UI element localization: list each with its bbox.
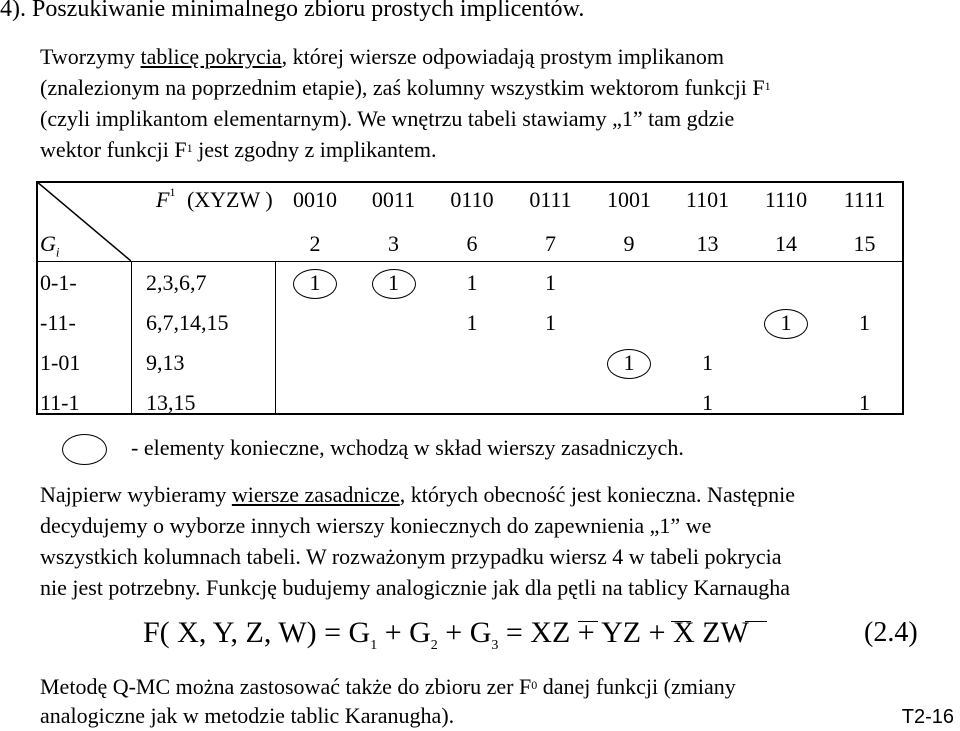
legend-text: - elementy konieczne, wchodzą w skład wierszy zasadniczych. [131,435,684,460]
formula-lhs: F( X, Y, Z, W) = G [143,616,371,649]
divider [131,261,132,415]
para2-line-3: wszystkich kolumnach tabeli. W rozważonym przypadku wiersz 4 w tabeli pokrycia [40,544,782,569]
cover-mark: 1 [466,310,478,335]
cover-mark: 1 [859,390,870,415]
header-vars: (XYZW ) [186,187,273,212]
para2-line-4: nie jest potrzebny. Funkcję budujemy analogicznie jak dla pętli na tablicy Karnaugha [40,575,790,600]
column-vector: 0010 [293,187,337,212]
covered-minterms: 6,7,14,15 [146,310,229,335]
intro-text: , której wiersze odpowiadają prostym implikanom [281,44,724,69]
implicant: -11- [40,310,76,335]
superscript: 0 [531,678,538,692]
column-vector: 0111 [529,187,572,212]
equation-number: (2.4) [864,617,918,648]
para3-text: Metodę Q-MC można zastosować także do zbioru zer F [40,674,532,699]
superscript: 1 [764,79,771,93]
overbar [745,621,767,622]
header-function [156,187,273,213]
formula-term: + G [437,616,492,649]
column-vector: 0011 [371,187,416,212]
formula-term: + G [377,616,431,649]
cover-mark: 1 [702,350,713,375]
overbar [671,621,691,622]
covered-minterms: 13,15 [146,390,196,415]
legend-ellipse [62,434,107,465]
subscript: 3 [491,638,499,653]
essential-mark-circle [372,269,416,299]
column-vector: 1001 [607,187,651,212]
cover-mark: 1 [780,310,792,335]
gi-label: G [40,231,56,256]
column-index: 15 [853,231,876,256]
column-vector: 0110 [450,187,494,212]
divider [275,261,276,415]
para2-line-1 [40,480,795,510]
covered-minterms: 2,3,6,7 [146,270,207,295]
column-index: 14 [775,231,797,256]
cover-mark: 1 [859,310,870,335]
slide-number: T2-16 [901,706,954,728]
intro-line-3: (czyli implikantom elementarnym). We wnętrzu tabeli stawiamy „1” tam gdzie [40,106,735,131]
page-title: 4). Poszukiwanie minimalnego zbioru prostych implicentów. [0,0,585,22]
cover-mark: 1 [309,270,321,295]
para3-line-1 [40,672,736,702]
essential-mark-circle [764,309,808,339]
table-frame [36,181,904,415]
subscript: 2 [430,638,438,653]
term-cover-table: tablicę pokrycia [140,44,282,69]
column-index: 9 [623,231,635,256]
intro-text: Tworzymy [40,44,141,69]
superscript: 1 [169,185,176,199]
column-vector: 1110 [764,187,808,212]
para2-line-2: decydujemy o wyborze innych wierszy koniecznych do zapewnienia „1” we [40,513,712,538]
essential-mark-circle [607,349,651,379]
column-vector: 1111 [843,187,886,212]
intro-line-1 [40,42,724,72]
intro-text: wektor funkcji F [40,137,187,162]
formula [143,616,749,654]
para3-text: danej funkcji (zmiany [537,674,736,699]
cover-mark: 1 [466,270,478,295]
cover-mark: 1 [623,350,635,375]
formula-rhs: = XZ + YZ + X ZW [498,616,749,649]
header-f: F [156,187,170,212]
para3-line-2: analogiczne jak w metodzie tablic Karanugha). [40,703,455,728]
subscript: 1 [370,638,378,653]
column-vector: 1101 [685,187,730,212]
cover-mark: 1 [702,390,713,415]
column-index: 2 [309,231,321,256]
overbar [578,621,598,622]
column-index: 3 [388,231,399,256]
column-index: 6 [466,231,478,256]
intro-text: jest zgodny z implikantem. [192,137,437,162]
covered-minterms: 9,13 [146,350,185,375]
implicant: 0-1- [40,270,77,295]
term-essential-rows: wiersze zasadnicze [231,482,400,507]
para2-text: Najpierw wybieramy [40,482,232,507]
gi-sub: i [55,244,60,260]
header-gi [40,231,60,260]
column-index: 13 [696,231,719,256]
divider [36,261,904,262]
implicant: 11-1 [40,390,80,415]
column-index: 7 [545,231,556,256]
intro-line-4 [40,135,436,165]
intro-line-2 [40,73,771,103]
essential-mark-circle [293,269,337,299]
intro-text: (znalezionym na poprzednim etapie), zaś kolumny wszystkim wektorom funkcji F [40,75,765,100]
cover-mark: 1 [545,270,556,295]
cover-mark: 1 [545,310,556,335]
implicant: 1-01 [40,350,81,375]
cover-mark: 1 [388,270,399,295]
superscript: 1 [186,141,193,155]
para2-text: , których obecność jest konieczna. Następnie [399,482,796,507]
